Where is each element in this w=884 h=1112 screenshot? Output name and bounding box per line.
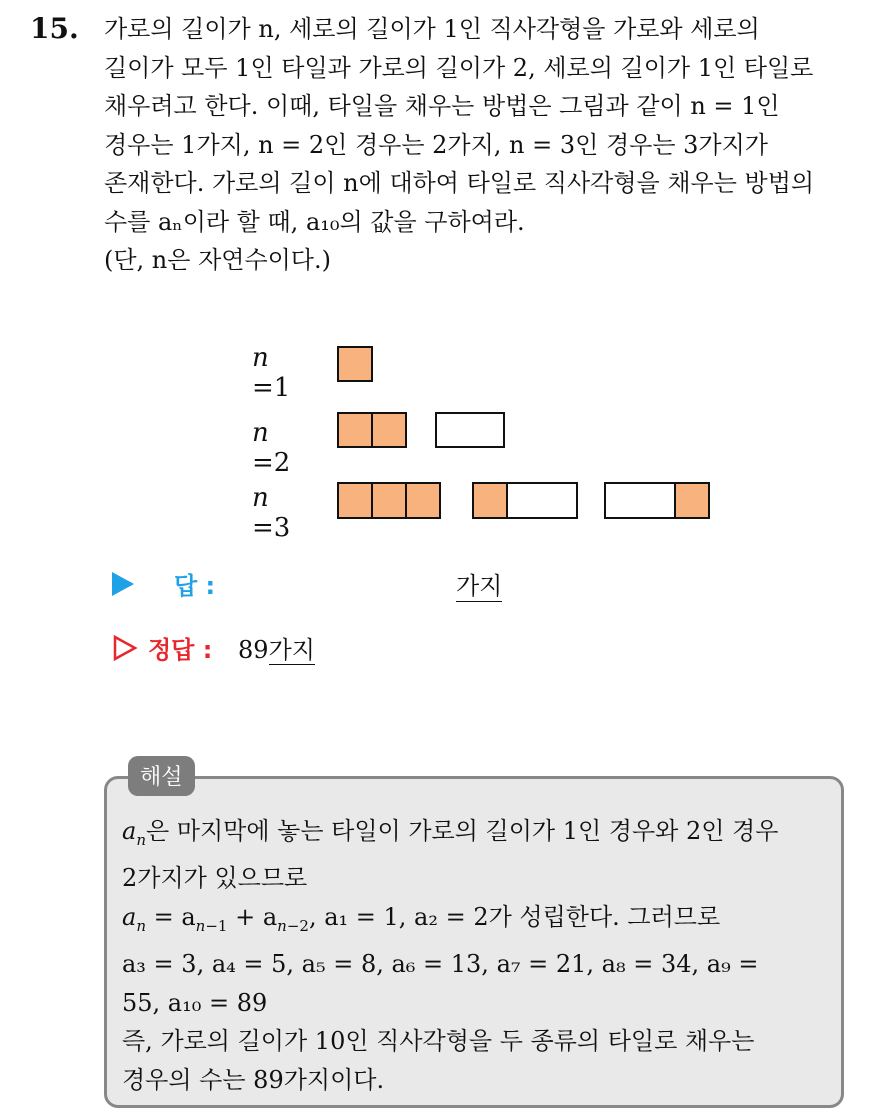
recurrence-plus: + a bbox=[227, 902, 278, 931]
answer-unit: 가지 bbox=[456, 566, 502, 602]
square-tile bbox=[337, 346, 373, 382]
question-number: 15. bbox=[30, 12, 79, 45]
domino-tile bbox=[435, 412, 505, 448]
solution-tag: 해설 bbox=[128, 756, 195, 796]
solution-line-text: 은 마지막에 놓는 타일이 가로의 길이가 1인 경우와 2인 경우 bbox=[145, 817, 779, 845]
question-line: 채우려고 한다. 이때, 타일을 채우는 방법은 그림과 같이 n = 1인 bbox=[104, 92, 780, 120]
recurrence-initial: , a₁ = 1, a₂ = 2가 성립한다. 그러므로 bbox=[308, 902, 721, 931]
square-tile bbox=[674, 482, 710, 519]
solution-line: $a_n$은 마지막에 놓는 타일이 가로의 길이가 1인 경우와 2인 경우 bbox=[122, 817, 779, 849]
solution-text bbox=[122, 812, 830, 1099]
solution-line: $a_n = a_{n-1} + a_{n-2}$, a₁ = 1, a₂ = 2가 성립한다. 그러므로 bbox=[122, 902, 721, 935]
row-label-text: =1 bbox=[252, 373, 291, 403]
solution-line: 경우의 수는 89가지이다. bbox=[122, 1065, 385, 1094]
question-line: 가로의 길이가 n, 세로의 길이가 1인 직사각형을 가로와 세로의 bbox=[104, 15, 760, 43]
question-line: 경우는 1가지, n = 2인 경우는 2가지, n = 3인 경우는 3가지가 bbox=[104, 130, 768, 159]
square-tile bbox=[405, 482, 441, 519]
row-label-text: =3 bbox=[252, 513, 291, 543]
solution-line: a₃ = 3, a₄ = 5, a₅ = 8, a₆ = 13, a₇ = 21, a₈ = 34, a₉ = bbox=[122, 950, 759, 979]
question-text bbox=[104, 10, 864, 280]
question-line: (단, n은 자연수이다.) bbox=[104, 246, 331, 274]
domino-tile bbox=[506, 482, 578, 519]
key-answer-unit: 가지 bbox=[268, 636, 315, 664]
solution-line: 2가지가 있으므로 bbox=[122, 864, 308, 893]
square-tile bbox=[337, 482, 373, 519]
square-tile bbox=[371, 412, 407, 448]
square-tile bbox=[371, 482, 407, 519]
square-tile bbox=[337, 412, 373, 448]
row-label-text: =2 bbox=[252, 448, 291, 478]
n-variable: n bbox=[252, 483, 269, 513]
key-answer-value bbox=[238, 630, 315, 665]
recurrence-term: a bbox=[122, 902, 137, 931]
n-variable: n bbox=[252, 418, 269, 448]
key-answer-label: 정답 : bbox=[148, 636, 213, 664]
row-label-n3 bbox=[252, 483, 290, 543]
triangle-right-outline-icon bbox=[112, 634, 138, 662]
recurrence-eq: = a bbox=[145, 902, 196, 931]
key-answer-number: 89 bbox=[238, 636, 269, 664]
row-label-n1 bbox=[252, 343, 290, 403]
n-variable: n bbox=[252, 343, 269, 373]
answer-label: 답 : bbox=[174, 572, 216, 600]
square-tile bbox=[472, 482, 508, 519]
question-line: 길이가 모두 1인 타일과 가로의 길이가 2, 세로의 길이가 1인 타일로 bbox=[104, 53, 814, 82]
question-line: 존재한다. 가로의 길이 n에 대하여 타일로 직사각형을 채우는 방법의 bbox=[104, 169, 815, 197]
solution-line: 55, a₁₀ = 89 bbox=[122, 988, 268, 1017]
row-label-n2 bbox=[252, 418, 290, 478]
domino-tile bbox=[604, 482, 676, 519]
solution-line: 즉, 가로의 길이가 10인 직사각형을 두 종류의 타일로 채우는 bbox=[122, 1027, 755, 1056]
triangle-right-filled-icon bbox=[112, 572, 134, 596]
question-line: 수를 aₙ이라 할 때, a₁₀의 값을 구하여라. bbox=[104, 207, 525, 236]
